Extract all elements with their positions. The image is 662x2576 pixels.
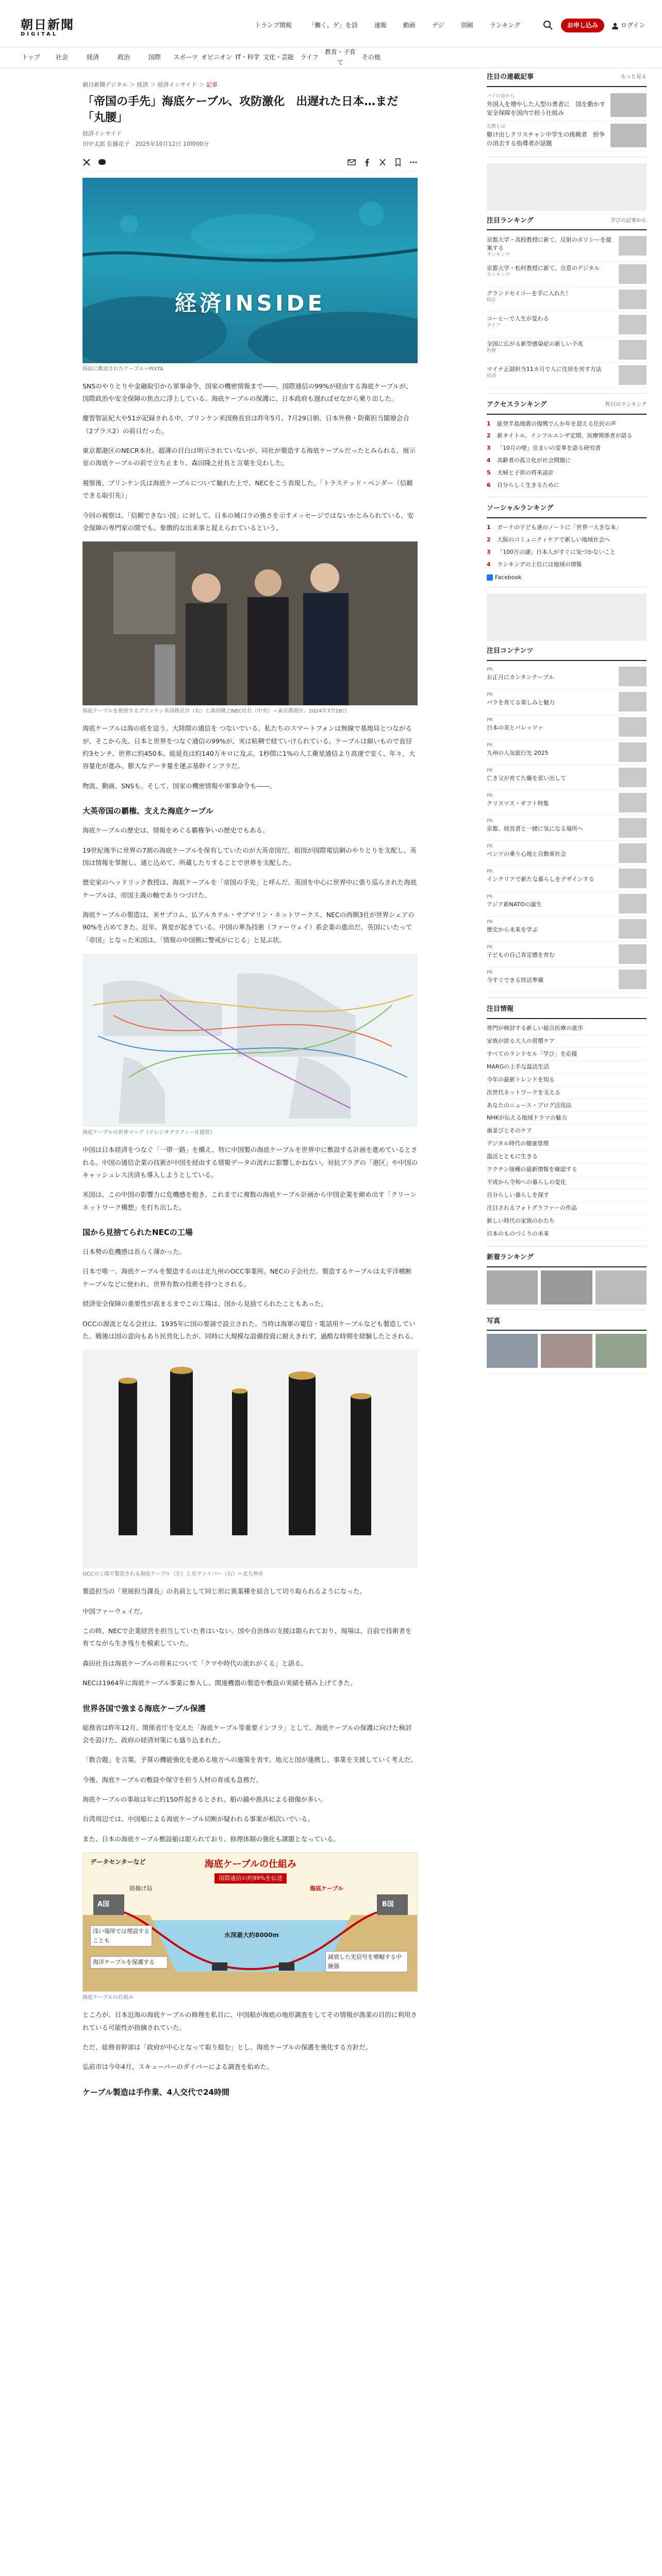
notice-link[interactable]: 今年の最新トレンドを知る	[487, 1074, 647, 1087]
paragraph: 台湾周辺では、中国船による海底ケーブル切断が疑われる事案が相次いでいる。	[82, 1815, 314, 1823]
thumbnail[interactable]	[595, 1334, 647, 1368]
article	[82, 80, 418, 2098]
gnav-item[interactable]: スポーツ	[173, 53, 198, 61]
paragraph: NECは1964年に海底ケーブル事業に参入し、関連機器の製造や敷設の実績を積み上げてきた。	[82, 1679, 357, 1687]
thumbnail	[619, 340, 647, 360]
list-item[interactable]: コーヒーで人生が変わる ライフ	[487, 312, 647, 337]
gnav-item[interactable]: 政治	[117, 53, 130, 61]
photo-box: 写真	[487, 1316, 647, 1374]
image-caption: OCCの工場で製造される海底ケーブル（左）と光ファイバー（右）＝北九州市	[82, 1571, 263, 1578]
article-series[interactable]: 経済インサイド	[82, 130, 122, 138]
content-item[interactable]: PR 歴史から未来を学ぶ	[487, 917, 647, 942]
thumbnail	[619, 768, 647, 787]
breadcrumb: 朝日新聞デジタル ＞ 経済 ＞ 経済インサイド ＞ 記事	[82, 81, 218, 88]
facebook-widget[interactable]: Facebook	[487, 573, 647, 582]
hero-title: 経済INSIDE	[174, 290, 326, 316]
image-caption: 海底に敷設されたケーブル＝PIXTA	[82, 366, 163, 372]
notice-link[interactable]: 温活とともに生きる	[487, 1150, 647, 1163]
paragraph: 海底ケーブルの事故は年に約150件起きるとされ、船の錨や漁具による損傷が多い。	[82, 1795, 327, 1804]
x-share-icon[interactable]	[378, 158, 387, 166]
header-nav-item[interactable]: トランプ関税	[255, 22, 292, 29]
diagram-country-b: B国	[382, 1901, 394, 1909]
line-icon[interactable]	[98, 158, 106, 166]
article-meta: 田中太郎 佐藤花子 2025年10月12日 10時00分	[82, 140, 209, 147]
header-nav-item[interactable]: 「働く、ゲ」を詩	[308, 22, 358, 29]
notice-link[interactable]: ワクチン接種の最新情報を確認する	[487, 1163, 647, 1176]
site-header	[0, 0, 662, 47]
list-item[interactable]: 全国に広がる新型感染症の新しい予兆 医療	[487, 337, 647, 363]
search-icon[interactable]	[542, 20, 554, 31]
ranking-item[interactable]: 3 「10月の壁」住まいの変革を語る研究者	[487, 445, 601, 452]
list-item[interactable]: グランドセイコーを手に入れた！ 時計	[487, 287, 647, 312]
header-nav	[255, 21, 537, 30]
facebook-icon	[487, 574, 493, 581]
facebook-icon[interactable]	[363, 158, 371, 166]
thumbnail[interactable]	[541, 1334, 592, 1368]
section-heading: ケーブル製造は手作業、4人交代で24時間	[82, 2087, 229, 2097]
more-icon[interactable]	[409, 158, 418, 166]
content-item[interactable]: PR バラを育てる楽しみと魅力	[487, 689, 647, 715]
newest-ranking: 新着ランキング	[487, 1252, 647, 1310]
notice-link[interactable]: NHKが伝える地域ドラマの魅力	[487, 1112, 647, 1125]
content-item[interactable]: PR 子どもの自己肯定感を育む	[487, 942, 647, 967]
thumbnail[interactable]	[541, 1270, 592, 1304]
content-item[interactable]: PR 今すぐできる終活準備	[487, 967, 647, 992]
article-title: 「帝国の手先」海底ケーブル、攻防激化 出遅れた日本…まだ「丸腰」	[82, 95, 399, 125]
paragraph: 森田社長は海底ケーブルの将来について「クマや時代の流れがくる」と語る。	[82, 1659, 308, 1667]
thumbnail	[619, 264, 647, 284]
notice-link[interactable]: 歯並びとそのケア	[487, 1125, 647, 1138]
ranking-item[interactable]: 1 ガーナの子ども達のノートに「世界一大きな本」	[487, 523, 622, 531]
diagram-label-data: データセンターなど	[90, 1858, 146, 1866]
thumbnail	[619, 869, 647, 888]
paragraph: OCCの源流となる会社は、1935年に国の要請で設立された。当時は海軍の電信・電話用ケーブルなども製造していた。戦後は国の意向もあり民営化したが、同時に大規模な設備投資に耐えきれず、過酷な時期を経験したとされる。	[82, 1319, 418, 1340]
notice-link[interactable]: デジタル時代の健康管理	[487, 1138, 647, 1150]
thumbnail	[619, 290, 647, 309]
content-item[interactable]: PR 日本の美とバレッツァ	[487, 715, 647, 740]
list-item[interactable]: 京都大学・高校教授に新て、反射のポリシーを提案する ランキング	[487, 233, 647, 261]
breadcrumb-item[interactable]: 経済	[137, 81, 148, 88]
notice-link[interactable]: すべてのランドセル「学び」を応援	[487, 1048, 647, 1061]
content-item[interactable]: PR お正月にカンタンテーブル	[487, 664, 647, 689]
notice-link[interactable]: 注目されるフォトグラファーの作品	[487, 1202, 647, 1215]
section-heading: 世界各国で強まる海底ケーブル保護	[82, 1703, 206, 1713]
content-item[interactable]: PR 京都、経営者と一緒に気になる場所へ	[487, 816, 647, 841]
site-logo[interactable]: 朝日新聞 DIGITAL	[21, 17, 74, 37]
section-heading: 国から見捨てられたNECの工場	[82, 1228, 193, 1238]
thumbnail[interactable]	[487, 1334, 538, 1368]
image-caption: 海底ケーブルを視察するブリンケン米国務長官（右）と森田隆之NEC社長（中央）＝東京都港区、2024年7月28日	[82, 708, 347, 715]
visit-photo-illustration	[82, 541, 418, 705]
list-item[interactable]: 京都大学・松村教授に新て、合意のデジタル ランキング	[487, 262, 647, 287]
thumbnail	[619, 742, 647, 762]
photo-thumbs	[487, 1334, 647, 1368]
diagram-note-protect: 海洋ケーブルを保護する	[90, 1956, 168, 1969]
photo-visit[interactable]	[82, 541, 418, 705]
paragraph: 視察後、ブリンケン氏は海底ケーブルについて触れた上で、NECをこう表現した。「トラステッド・ベンダー（信頼できる取引先）」	[82, 479, 413, 500]
login-button[interactable]: ログイン	[611, 21, 645, 30]
bookmark-icon[interactable]	[394, 158, 402, 166]
section-heading: 大英帝国の覇権、支えた海底ケーブル	[82, 806, 213, 816]
ranking-item[interactable]: 4 高齢者の孤立化が社会問題に	[487, 457, 571, 464]
paragraph: この時、NECで企業経営を担当していた者はいない。国や自治体の支援は限られており、現場は、自前で技術者を育てながら生き残りを模索していた。	[82, 1627, 412, 1648]
ranking-item[interactable]: 6 自分らしく生きるために	[487, 482, 559, 489]
notice-link[interactable]: 専門が検討する新しい総合医療の進歩	[487, 1022, 647, 1035]
list-item[interactable]: マイナ正副担当11カ月で人に住居を戻す方法 経済	[487, 363, 647, 388]
diagram-label-station: 陸揚げ局	[129, 1885, 152, 1892]
subscribe-button[interactable]: お申し込み	[561, 19, 604, 32]
breadcrumb-item[interactable]: 朝日新聞デジタル	[82, 81, 128, 88]
list-item[interactable]: パリの窓から 外国人を増やした人型の勇者に 国を動かす安全保障を国内で担う仕組み	[487, 90, 647, 121]
notice-link[interactable]: MARGの上手な温活生活	[487, 1061, 647, 1074]
newest-thumbs	[487, 1270, 647, 1304]
gnav-item[interactable]: オピニオン	[201, 53, 233, 61]
header-nav-item[interactable]: 別刷	[460, 22, 473, 29]
paragraph: 海底ケーブルの歴史は、情報をめぐる覇権争いの歴史でもある。	[82, 826, 269, 835]
list-item[interactable]: 宗教とは 駆け出しクリスチャン中学生の挑戦者 紛争の消去する指導者が話題	[487, 121, 647, 151]
paragraph: SNSのやりとりや金融取引から軍事命令、国家の機密情報まで――。国際通信の99%が経由する海底ケーブルが、国際政治や安全保障の焦点に浮上している。海底ケーブルの保護に、日本政府も遅ればせながら乗り出した。	[82, 382, 412, 402]
paragraph: 19世紀後半に世界の7割の海底ケーブルを保有していたのが大英帝国だ。祖国が国際電信網のやりとりを支配し、英国は情報を掌握し、通じ込めて、所蔵したりすることで世界を支配した。	[82, 846, 417, 867]
gnav-item[interactable]: 教育・子育て	[325, 48, 356, 66]
paragraph: 中国は日本経済をつなぐ「一帯一路」を構え、特に中国製の海底ケーブルを世界中に敷設する計画を進めているとされる。中国の通信企業の技術が中国を経由する情報データの流れに影響しかねない、対抗ブラグの「港区」や中国のキャッシュレス決済も導入しようとしている。	[82, 1146, 418, 1179]
thumbnail	[619, 793, 647, 812]
paragraph: ただ、総務省幹部は「政府が中心となって取り組む」とし、海底ケーブルの保護を強化する方針だ。	[82, 2043, 372, 2051]
notice-box: 注目情報 専門が検討する新しい総合医療の進歩 家族が誇る大人の習慣ケア すべてのランドセル「学び」を応援 MARGの上手な温活生活 今年の最新トレンドを知る 次世代ネットワークを支える あなたのニュース・ブログ活用法 NHKが伝える地域ドラマの魅力 歯並びとそのケア デジタル時代の健康管理 温活とともに生きる ワクチン接種の最新情報を確認する 平成から令和への暮らしの変化 自分らしい暮らしを探す 注目されるフォトグラファーの作品 新しい時代の家族のかたち 日本のものづくりの未来	[487, 1004, 647, 1246]
image-caption: 海底ケーブルの仕組み	[82, 1995, 134, 2001]
thumbnail	[619, 970, 647, 989]
gnav-item[interactable]: 文化・芸能	[263, 53, 294, 61]
paragraph: 東京都港区のNECR本社。超薄の目白は明示されていないが、同社が製造する海底ケーブルだったとみられる。展示室の海底ケーブルの前で立ち止まり、森田隆之社長と言葉を交わした。	[82, 447, 416, 467]
ad-slot[interactable]	[487, 594, 647, 641]
x-icon[interactable]	[82, 158, 91, 166]
notice-link[interactable]: 自分らしい暮らしを探す	[487, 1189, 647, 1202]
thumbnail	[610, 93, 647, 117]
paragraph: ところが、日本近海の海底ケーブルの修理を私目に、中国船が海底の地形調査をしてその情報が漁業の目的に利用されている可能性が指摘されていた。	[82, 2011, 417, 2031]
featured-content: 注目コンテンツ PR お正月にカンタンテーブル PR バラを育てる楽しみと魅力 PR 日本の美とバレッツァ PR 九州の人気旅行先 2025 PR 亡き父が育てた藤を思い出して PR クリスマス・ギフト特集 PR 京都、経営者と一緒に気になる場所へ PR ベンツの乗り心地と自動車社会 PR インテリアで新たな暮らしをデザインする PR アジア新NATOの誕生 PR 歴史から未来を学ぶ PR 子どもの自己肯定感を育む PR 今すぐできる終活準備	[487, 646, 647, 998]
paragraph: 日本勢の危機感は長らく薄かった。	[82, 1248, 186, 1256]
thumbnail	[619, 717, 647, 737]
paragraph: 「数合題」を言葉。予算の機能強化を進める地方への施策を表す。地元と国が連携し、事業を支援していく考えだ。	[82, 1756, 418, 1764]
sidebar	[487, 72, 647, 1380]
share-bar	[82, 154, 418, 172]
paragraph: 製造担当の「発展担当課長」の名前として同じ形に異業種を結合して切り取られるようになった。	[82, 1587, 367, 1596]
ranking-item[interactable]: 4 ランキングの上位には地域の情報	[487, 561, 582, 568]
paragraph: 中国ファーウェイだ。	[82, 1607, 147, 1615]
header-nav-item[interactable]: デジ	[432, 22, 444, 29]
access-ranking: アクセスランキング 昨日のランキング 1 能登半島地震の復興でんか年を迎える住民の声 2 新タイトル、インフルエンザ定期、医療関係者が語る 3 「10月の壁」住まいの変革を語る研究者 4 高齢者の孤立化が社会問題に 5 夫婦と子供の将来設計 6 自分らしく生きるために	[487, 400, 647, 497]
paragraph: 日本で唯一、海底ケーブルを製造するのは北九州のOCC事業所。NECの子会社だ。製造するケーブルは太平洋横断ケーブルなどに使われ、世界有数の技術を持つとされる。	[82, 1267, 412, 1288]
photo-cables[interactable]	[82, 1350, 418, 1568]
ranking-item[interactable]: 3 「100万の謎」日本人がすぐに気づかないこと	[487, 548, 616, 555]
thumbnail	[619, 365, 647, 385]
world-cable-map	[82, 954, 418, 1127]
paragraph: 今回の視察は、「信頼できない国」に対して、日本の城口ラの強さを示すメッセージではないかとみられている。安全保障の専門家の間でも、象徴的な出来事と捉えられているという。	[82, 511, 414, 532]
paragraph: 歴史家のヘッドリック教授は、海底ケーブルを「帝国の手先」と呼んだ。英国を中心に世界中に張り巡らされた海底ケーブルは、帝国主義の軸でありつづけた。	[82, 878, 417, 899]
thumbnail	[619, 315, 647, 334]
notice-link[interactable]: 次世代ネットワークを支える	[487, 1087, 647, 1099]
diagram-label-cable: 海底ケーブル	[310, 1885, 344, 1892]
thumbnail	[619, 236, 647, 256]
cable-diagram[interactable]	[82, 1853, 418, 1992]
ranking-item[interactable]: 1 能登半島地震の復興でんか年を迎える住民の声	[487, 420, 616, 427]
gnav-item[interactable]: トップ	[22, 53, 40, 61]
breadcrumb-item[interactable]: 経済インサイド	[157, 81, 197, 88]
mail-icon[interactable]	[347, 158, 356, 166]
thumbnail	[610, 124, 647, 147]
content-item[interactable]: PR 九州の人気旅行先 2025	[487, 740, 647, 765]
more-link[interactable]: もっと見る	[621, 74, 647, 80]
diagram-note-shallow: 浅い場所では埋設することも	[90, 1925, 152, 1946]
paragraph: 今後、海底ケーブルの敷設や保守を担う人材の育成も急務だ。	[82, 1775, 262, 1784]
content-item[interactable]: PR インテリアで新たな暮らしをデザインする	[487, 866, 647, 891]
header-nav-item[interactable]: 速報	[374, 22, 387, 29]
thumbnail	[619, 944, 647, 964]
ranking-item[interactable]: 5 夫婦と子供の将来設計	[487, 469, 554, 477]
thumbnail	[619, 919, 647, 939]
ad-slot[interactable]	[487, 163, 647, 211]
diagram-country-a: A国	[97, 1901, 110, 1909]
paragraph: 米国は、この中国の影響力に危機感を抱き、これまでに複数の海底ケーブル計画から中国企業を締め出す「クリーンネットワーク構想」を打ち出した。	[82, 1191, 417, 1211]
paragraph: 慶智智証紀大や51が記録される中、ブリンケン米国務長官は昨年5月、7月29日朝、日本外務・防衛担当閣僚会合（2プラス2）の前日だった。	[82, 414, 409, 435]
cable-samples-illustration	[82, 1350, 418, 1568]
notice-link[interactable]: 日本のものづくりの未来	[487, 1228, 647, 1241]
notice-link[interactable]: 家族が誇る大人の習慣ケア	[487, 1035, 647, 1048]
diagram-title: 海底ケーブルの仕組み	[204, 1859, 297, 1870]
diagram-title-block	[191, 1857, 310, 1884]
thumbnail	[619, 818, 647, 838]
gnav-item[interactable]: 社会	[55, 53, 68, 61]
content-item[interactable]: PR 亡き父が育てた藤を思い出して	[487, 765, 647, 790]
hero-image[interactable]	[82, 178, 418, 363]
content-item[interactable]: PR クリスマス・ギフト特集	[487, 790, 647, 816]
diagram-note-repeater: 減衰した光信号を増幅する中継器	[325, 1951, 408, 1972]
thumbnail	[619, 692, 647, 711]
ranking-box: 注目ランキング 学びの記事から 京都大学・高校教授に新て、反射のポリシーを提案する ランキング 京都大学・松村教授に新て、合意のデジタル ランキング グランドセイコーを手に入れた！ 時計 コーヒーで人生が変わる ライフ 全国に広がる新型感染症の新しい予兆 医療 マイナ正副担当11カ月で人に住居を戻す方法 経済	[487, 216, 647, 394]
attention-series: 注目の連載記事 もっと見る パリの窓から 外国人を増やした人型の勇者に 国を動かす安全保障を国内で担う仕組み 宗教とは 駆け出しクリスチャン中学生の挑戦者 紛争の消去する指導者が話題	[487, 72, 647, 157]
cable-map[interactable]	[82, 954, 418, 1127]
seafloor-illustration	[82, 178, 418, 363]
content-item[interactable]: PR アジア新NATOの誕生	[487, 891, 647, 917]
user-icon	[611, 22, 619, 29]
diagram-note-deep: 水深最大約8000m	[224, 1931, 279, 1939]
paragraph: 海底ケーブルの製造は、米サブコム、仏アルカテル・サブマリン・ネットワークス、NECの西側3社が世界シェアの90%を占めてきた。近年、異変が起きている。中国の華為技術（ファーウェイ）系企業の進出だ。英国にいたって「帝国」となった米国は、「情報の中国側に警戒がにじる」と見ぶ状。	[82, 911, 415, 944]
image-caption: 海底ケーブルの世界マップ（テレジオグラフィー社提供）	[82, 1130, 216, 1136]
global-nav	[0, 47, 662, 68]
header-nav-item[interactable]: ランキング	[489, 22, 521, 29]
content-item[interactable]: PR ベンツの乗り心地と自動車社会	[487, 841, 647, 866]
paragraph: 物流、動画、SNSも。そして、国家の機密情報や軍事命令も――。	[82, 782, 276, 790]
paragraph: また、日本の海底ケーブル敷設船は限られており、修理体制の強化も課題となっている。	[82, 1835, 340, 1843]
ranking-item[interactable]: 2 大阪のコミュニティケアで新しい地域社会へ	[487, 536, 610, 543]
gnav-item[interactable]: ライフ	[300, 53, 319, 61]
gnav-item[interactable]: 国際	[148, 53, 161, 61]
paragraph: 海底ケーブルは海の底を這う。大陸間の通信を つないでいる。私たちのスマートフォンは無線で基地局とつながるが、そこから先、日本と世界をつなぐ通信の99%が、実は粘稠で経ていけられている。ケーブルは細いもので直径約3センチ、世界に約450本。総延長は約140万キロに及ぶ。1秒間に1%の人工衛星通信より高速で安く、年々、大容量化が進み、膨大なデータ量を運ぶ基幹インフラだ。	[82, 724, 416, 770]
gnav-item[interactable]: 経済	[86, 53, 99, 61]
notice-link[interactable]: 平成から令和への暮らしの変化	[487, 1176, 647, 1189]
ranking-item[interactable]: 2 新タイトル、インフルエンザ定期、医療関係者が語る	[487, 432, 633, 439]
paragraph: 総務省は昨年12月、関係省庁を交えた「海底ケーブル等重要インフラ」として、海底ケーブルの保護に向けた検討会を設けた。政府の経済対策にも盛り込まれた。	[82, 1723, 412, 1744]
thumbnail[interactable]	[487, 1270, 538, 1304]
thumbnail	[619, 843, 647, 863]
social-ranking: ソーシャルランキング 1 ガーナの子ども達のノートに「世界一大きな本」 2 大阪のコミュニティケアで新しい地域社会へ 3 「100万の謎」日本人がすぐに気づかないこと 4 ランキングの上位には地域の情報 Facebook	[487, 503, 647, 587]
thumbnail	[619, 667, 647, 686]
notice-link[interactable]: 新しい時代の家族のかたち	[487, 1215, 647, 1228]
gnav-item[interactable]: IT・科学	[235, 53, 260, 61]
paragraph: 経済安全保障の重要性が高まるまでこの工場は、国から見捨てられたこともあった。	[82, 1300, 327, 1308]
thumbnail	[619, 894, 647, 913]
gnav-item[interactable]: その他	[361, 53, 380, 61]
diagram-subtitle: 国際通信の約99%を伝送	[214, 1873, 286, 1884]
thumbnail[interactable]	[595, 1270, 647, 1304]
header-nav-item[interactable]: 動画	[403, 22, 416, 29]
paragraph: 弘前市は今年4月、スキューバーのダイバーによる調査を始めた。	[82, 2063, 273, 2071]
notice-link[interactable]: あなたのニュース・ブログ活用法	[487, 1099, 647, 1112]
breadcrumb-item: 記事	[206, 81, 218, 88]
